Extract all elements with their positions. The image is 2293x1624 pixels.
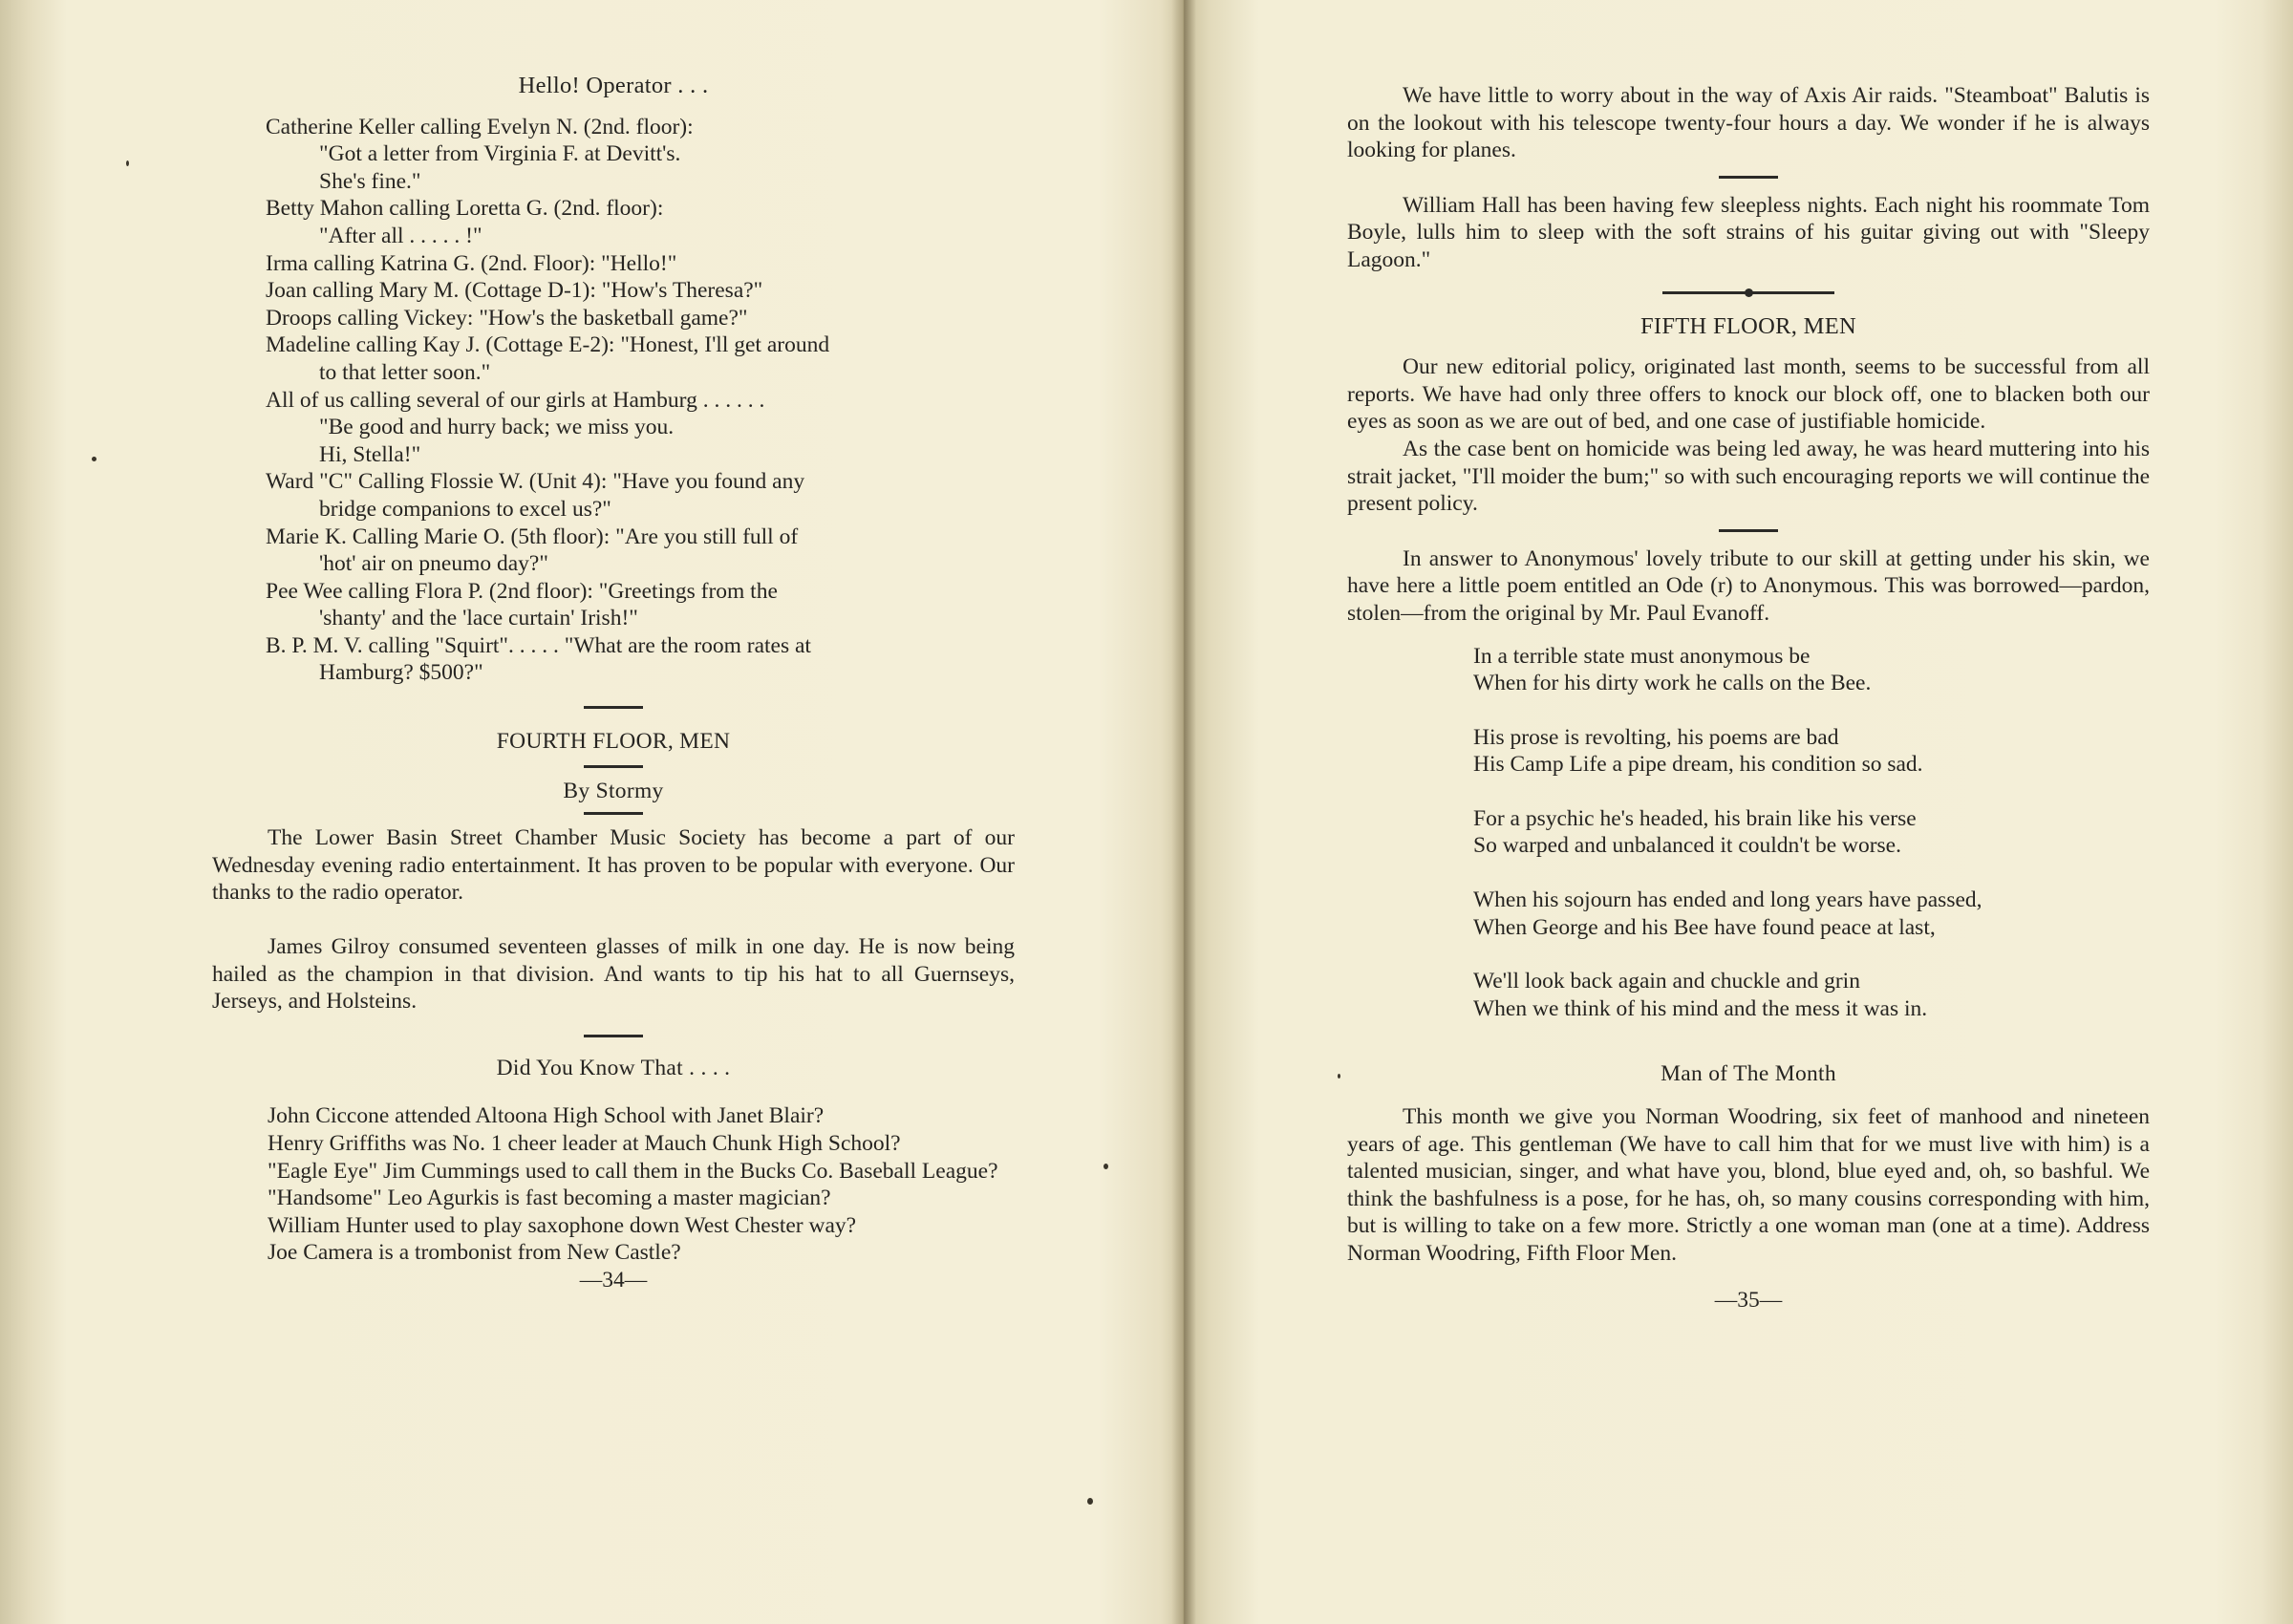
byline: By Stormy [563, 778, 664, 803]
paper-speck [1087, 1498, 1093, 1505]
poem-line: We'll look back again and chuckle and grin [1473, 969, 1860, 994]
left-page-content [212, 73, 1015, 1294]
call-entry [212, 387, 1015, 469]
poem-stanza [1473, 643, 2150, 697]
page-number: —34— [579, 1267, 648, 1293]
call-entry [212, 195, 1015, 249]
poem-line: When we think of his mind and the mess it was in. [1473, 995, 1928, 1021]
call-continuation: bridge companions to excel us?" [319, 496, 611, 522]
section-divider-ornament [1662, 291, 1834, 294]
right-page-content [1347, 82, 2150, 1314]
call-line: B. P. M. V. calling "Squirt". . . . . "What are the room rates at [266, 632, 811, 658]
body-paragraph: William Hall has been having few sleepless nights. Each night his roommate Tom Boyle, lulls him to sleep with the soft strains of his guitar giving out with "Sleepy Lagoon." [1347, 192, 2150, 272]
poem-stanza [1473, 968, 2150, 1022]
poem-line: In a terrible state must anonymous be [1473, 643, 1811, 669]
poem-line: So warped and unbalanced it couldn't be worse. [1473, 833, 1901, 859]
call-entry [212, 632, 1015, 687]
call-continuation: She's fine." [319, 168, 421, 194]
call-continuation: "Be good and hurry back; we miss you. [319, 415, 675, 440]
call-line: Ward "C" Calling Flossie W. (Unit 4): "Have you found any [266, 469, 805, 495]
call-line: Marie K. Calling Marie O. (5th floor): "Are you still full of [266, 524, 799, 549]
poem-line: For a psychic he's headed, his brain like his verse [1473, 805, 1917, 831]
poem-line: When George and his Bee have found peace at last, [1473, 914, 1936, 940]
body-paragraph: This month we give you Norman Woodring, six feet of manhood and nineteen years of age. This gentleman (We have to call him that for we must live with him) is a talented musician, singer, and what have you, blond, blue eyed and, oh, so bashful. We think the bashfulness is a pose, for he has, oh, so many cousins corresponding with him, but is willing to take on a few more. Strictly a one woman man (one at a time). Address Norman Woodring, Fifth Floor Men. [1347, 1104, 2150, 1266]
hello-operator-heading: Hello! Operator . . . [518, 73, 709, 98]
call-entry [212, 578, 1015, 632]
call-line: Irma calling Katrina G. (2nd. Floor): "Hello!" [266, 250, 677, 276]
call-line: Pee Wee calling Flora P. (2nd floor): "Greetings from the [266, 578, 778, 604]
call-continuation: Hi, Stella!" [319, 441, 421, 467]
fifth-floor-heading: FIFTH FLOOR, MEN [1639, 312, 1856, 339]
call-line: Madeline calling Kay J. (Cottage E-2): "Honest, I'll get around [266, 332, 830, 358]
call-continuation: 'hot' air on pneumo day?" [319, 551, 548, 577]
man-of-month-heading: Man of The Month [1661, 1061, 1836, 1087]
call-continuation: to that letter soon." [319, 359, 491, 385]
body-paragraph: We have little to worry about in the way of Axis Air raids. "Steamboat" Balutis is on the lookout with his telescope twenty-four hours a day. We wonder if he is always looking for planes. [1347, 83, 2150, 163]
poem-line: His Camp Life a pipe dream, his condition so sad. [1473, 752, 1923, 778]
body-paragraph: James Gilroy consumed seventeen glasses of milk in one day. He is now being hailed as the champion in that division. And wants to tip his hat to all Guernseys, Jerseys, and Holsteins. [212, 934, 1015, 1015]
body-paragraph: The Lower Basin Street Chamber Music Society has become a part of our Wednesday evening radio entertainment. It has proven to be popular with everyone. Our thanks to the radio operator. [212, 825, 1015, 906]
call-line: Droops calling Vickey: "How's the basketball game?" [266, 305, 748, 331]
poem-stanza [1473, 887, 2150, 941]
list-item: Joe Camera is a trombonist from New Castle? [268, 1240, 681, 1266]
calls-list [212, 114, 1015, 687]
paper-speck [126, 160, 129, 166]
call-entry [212, 331, 1015, 386]
paper-speck [92, 457, 96, 461]
paper-speck [1338, 1074, 1340, 1079]
call-entry [212, 305, 1015, 332]
call-entry [212, 250, 1015, 278]
call-entry [212, 277, 1015, 305]
list-item: Henry Griffiths was No. 1 cheer leader at Mauch Chunk High School? [268, 1131, 901, 1156]
list-item: "Handsome" Leo Agurkis is fast becoming a master magician? [268, 1186, 831, 1211]
body-paragraph: As the case bent on homicide was being led away, he was heard muttering into his strait jacket, "I'll moider the bum;" so with such encouraging reports we will continue the present policy. [1347, 436, 2150, 517]
call-continuation: "After all . . . . . !" [319, 223, 482, 248]
call-line: Catherine Keller calling Evelyn N. (2nd. floor): [266, 114, 694, 139]
list-item: "Eagle Eye" Jim Cummings used to call them in the Bucks Co. Baseball League? [268, 1158, 998, 1184]
call-continuation: Hamburg? $500?" [319, 660, 483, 686]
fourth-floor-heading: FOURTH FLOOR, MEN [496, 729, 731, 755]
did-you-know-heading: Did You Know That . . . . [496, 1055, 731, 1080]
poem-stanza [1473, 805, 2150, 860]
call-entry [212, 524, 1015, 578]
paper-speck [1104, 1164, 1108, 1169]
body-paragraph: In answer to Anonymous' lovely tribute to our skill at getting under his skin, we have here a little poem entitled an Ode (r) to Anonymous. This was borrowed—pardon, stolen—from the original by Mr. Paul Evanoff. [1347, 545, 2150, 626]
list-item: John Ciccone attended Altoona High School with Janet Blair? [268, 1103, 825, 1129]
page-number: —35— [1714, 1287, 1783, 1313]
poem-line: When for his dirty work he calls on the Bee. [1473, 671, 1872, 696]
body-paragraph: Our new editorial policy, originated last month, seems to be successful from all reports. We have had only three offers to knock our block off, one to blacken both our eyes as soon as we are out of bed, and one case of justifiable homicide. [1347, 354, 2150, 435]
book-gutter [1171, 0, 1196, 1624]
poem [1347, 643, 2150, 1023]
call-line: Betty Mahon calling Loretta G. (2nd. floor): [266, 196, 664, 222]
poem-line: His prose is revolting, his poems are bad [1473, 724, 1839, 750]
call-entry [212, 114, 1015, 196]
list-item: William Hunter used to play saxophone down West Chester way? [268, 1212, 857, 1238]
call-line: All of us calling several of our girls at Hamburg . . . . . . [266, 387, 765, 413]
call-continuation: "Got a letter from Virginia F. at Devitt's. [319, 141, 681, 167]
poem-stanza [1473, 724, 2150, 779]
call-continuation: 'shanty' and the 'lace curtain' Irish!" [319, 606, 638, 631]
call-line: Joan calling Mary M. (Cottage D-1): "How's Theresa?" [266, 278, 763, 304]
poem-line: When his sojourn has ended and long years have passed, [1473, 887, 1982, 913]
call-entry [212, 468, 1015, 523]
